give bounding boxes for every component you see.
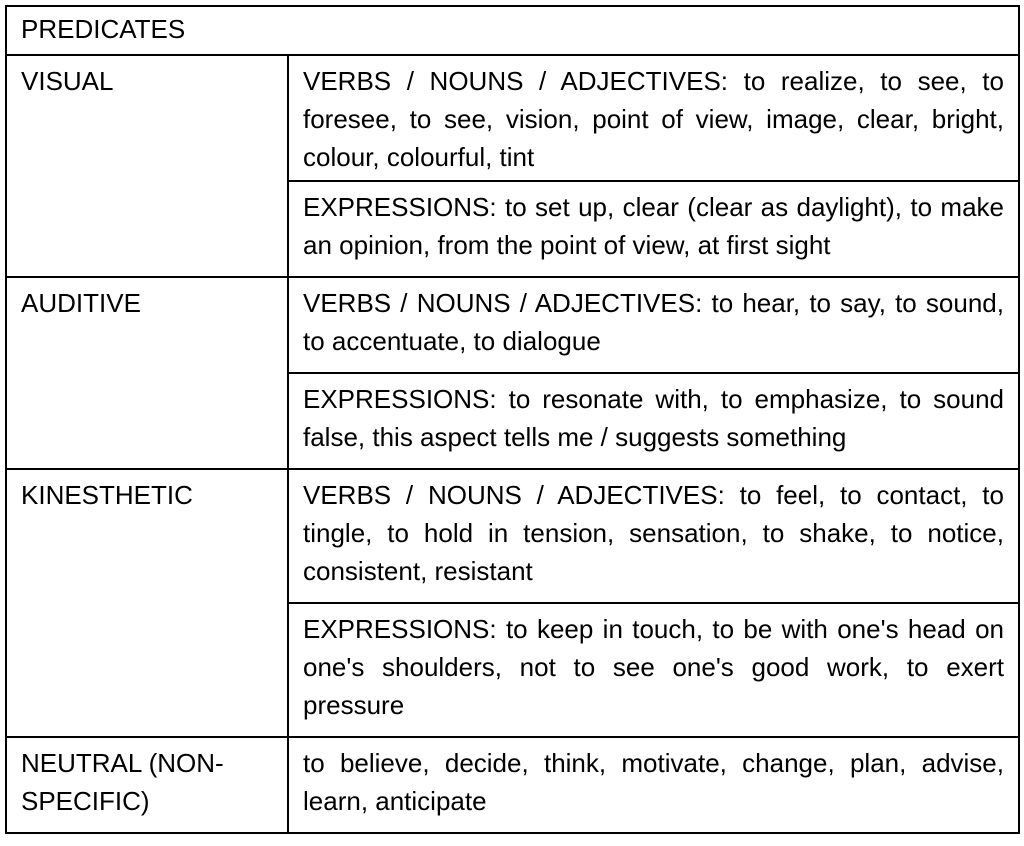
category-neutral: NEUTRAL (NON-SPECIFIC) bbox=[6, 737, 288, 833]
table-row-neutral bbox=[6, 737, 1019, 833]
neutral-predicates: to believe, decide, think, motivate, change, plan, advise, learn, anticipate bbox=[288, 737, 1019, 833]
table-header-row bbox=[6, 6, 1019, 55]
auditive-expressions: EXPRESSIONS: to resonate with, to emphasize, to sound false, this aspect tells me / suggests something bbox=[288, 373, 1019, 469]
auditive-verbs-nouns-adjectives: VERBS / NOUNS / ADJECTIVES: to hear, to say, to sound, to accentuate, to dialogue bbox=[288, 277, 1019, 373]
category-kinesthetic: KINESTHETIC bbox=[6, 469, 288, 737]
kinesthetic-verbs-nouns-adjectives: VERBS / NOUNS / ADJECTIVES: to feel, to contact, to tingle, to hold in tension, sensation, to shake, to notice, consistent, resistant bbox=[288, 469, 1019, 603]
category-auditive: AUDITIVE bbox=[6, 277, 288, 469]
table-row-auditive bbox=[6, 277, 1019, 373]
table-row-visual bbox=[6, 55, 1019, 181]
kinesthetic-expressions: EXPRESSIONS: to keep in touch, to be with one's head on one's shoulders, not to see one's good work, to exert pressure bbox=[288, 603, 1019, 737]
table-title: PREDICATES bbox=[6, 6, 1019, 55]
category-visual: VISUAL bbox=[6, 55, 288, 277]
visual-expressions: EXPRESSIONS: to set up, clear (clear as daylight), to make an opinion, from the point of view, at first sight bbox=[288, 181, 1019, 277]
visual-verbs-nouns-adjectives: VERBS / NOUNS / ADJECTIVES: to realize, to see, to foresee, to see, vision, point of view, image, clear, bright, colour, colourful, tint bbox=[288, 55, 1019, 181]
predicates-table bbox=[5, 5, 1020, 834]
table-row-kinesthetic bbox=[6, 469, 1019, 603]
